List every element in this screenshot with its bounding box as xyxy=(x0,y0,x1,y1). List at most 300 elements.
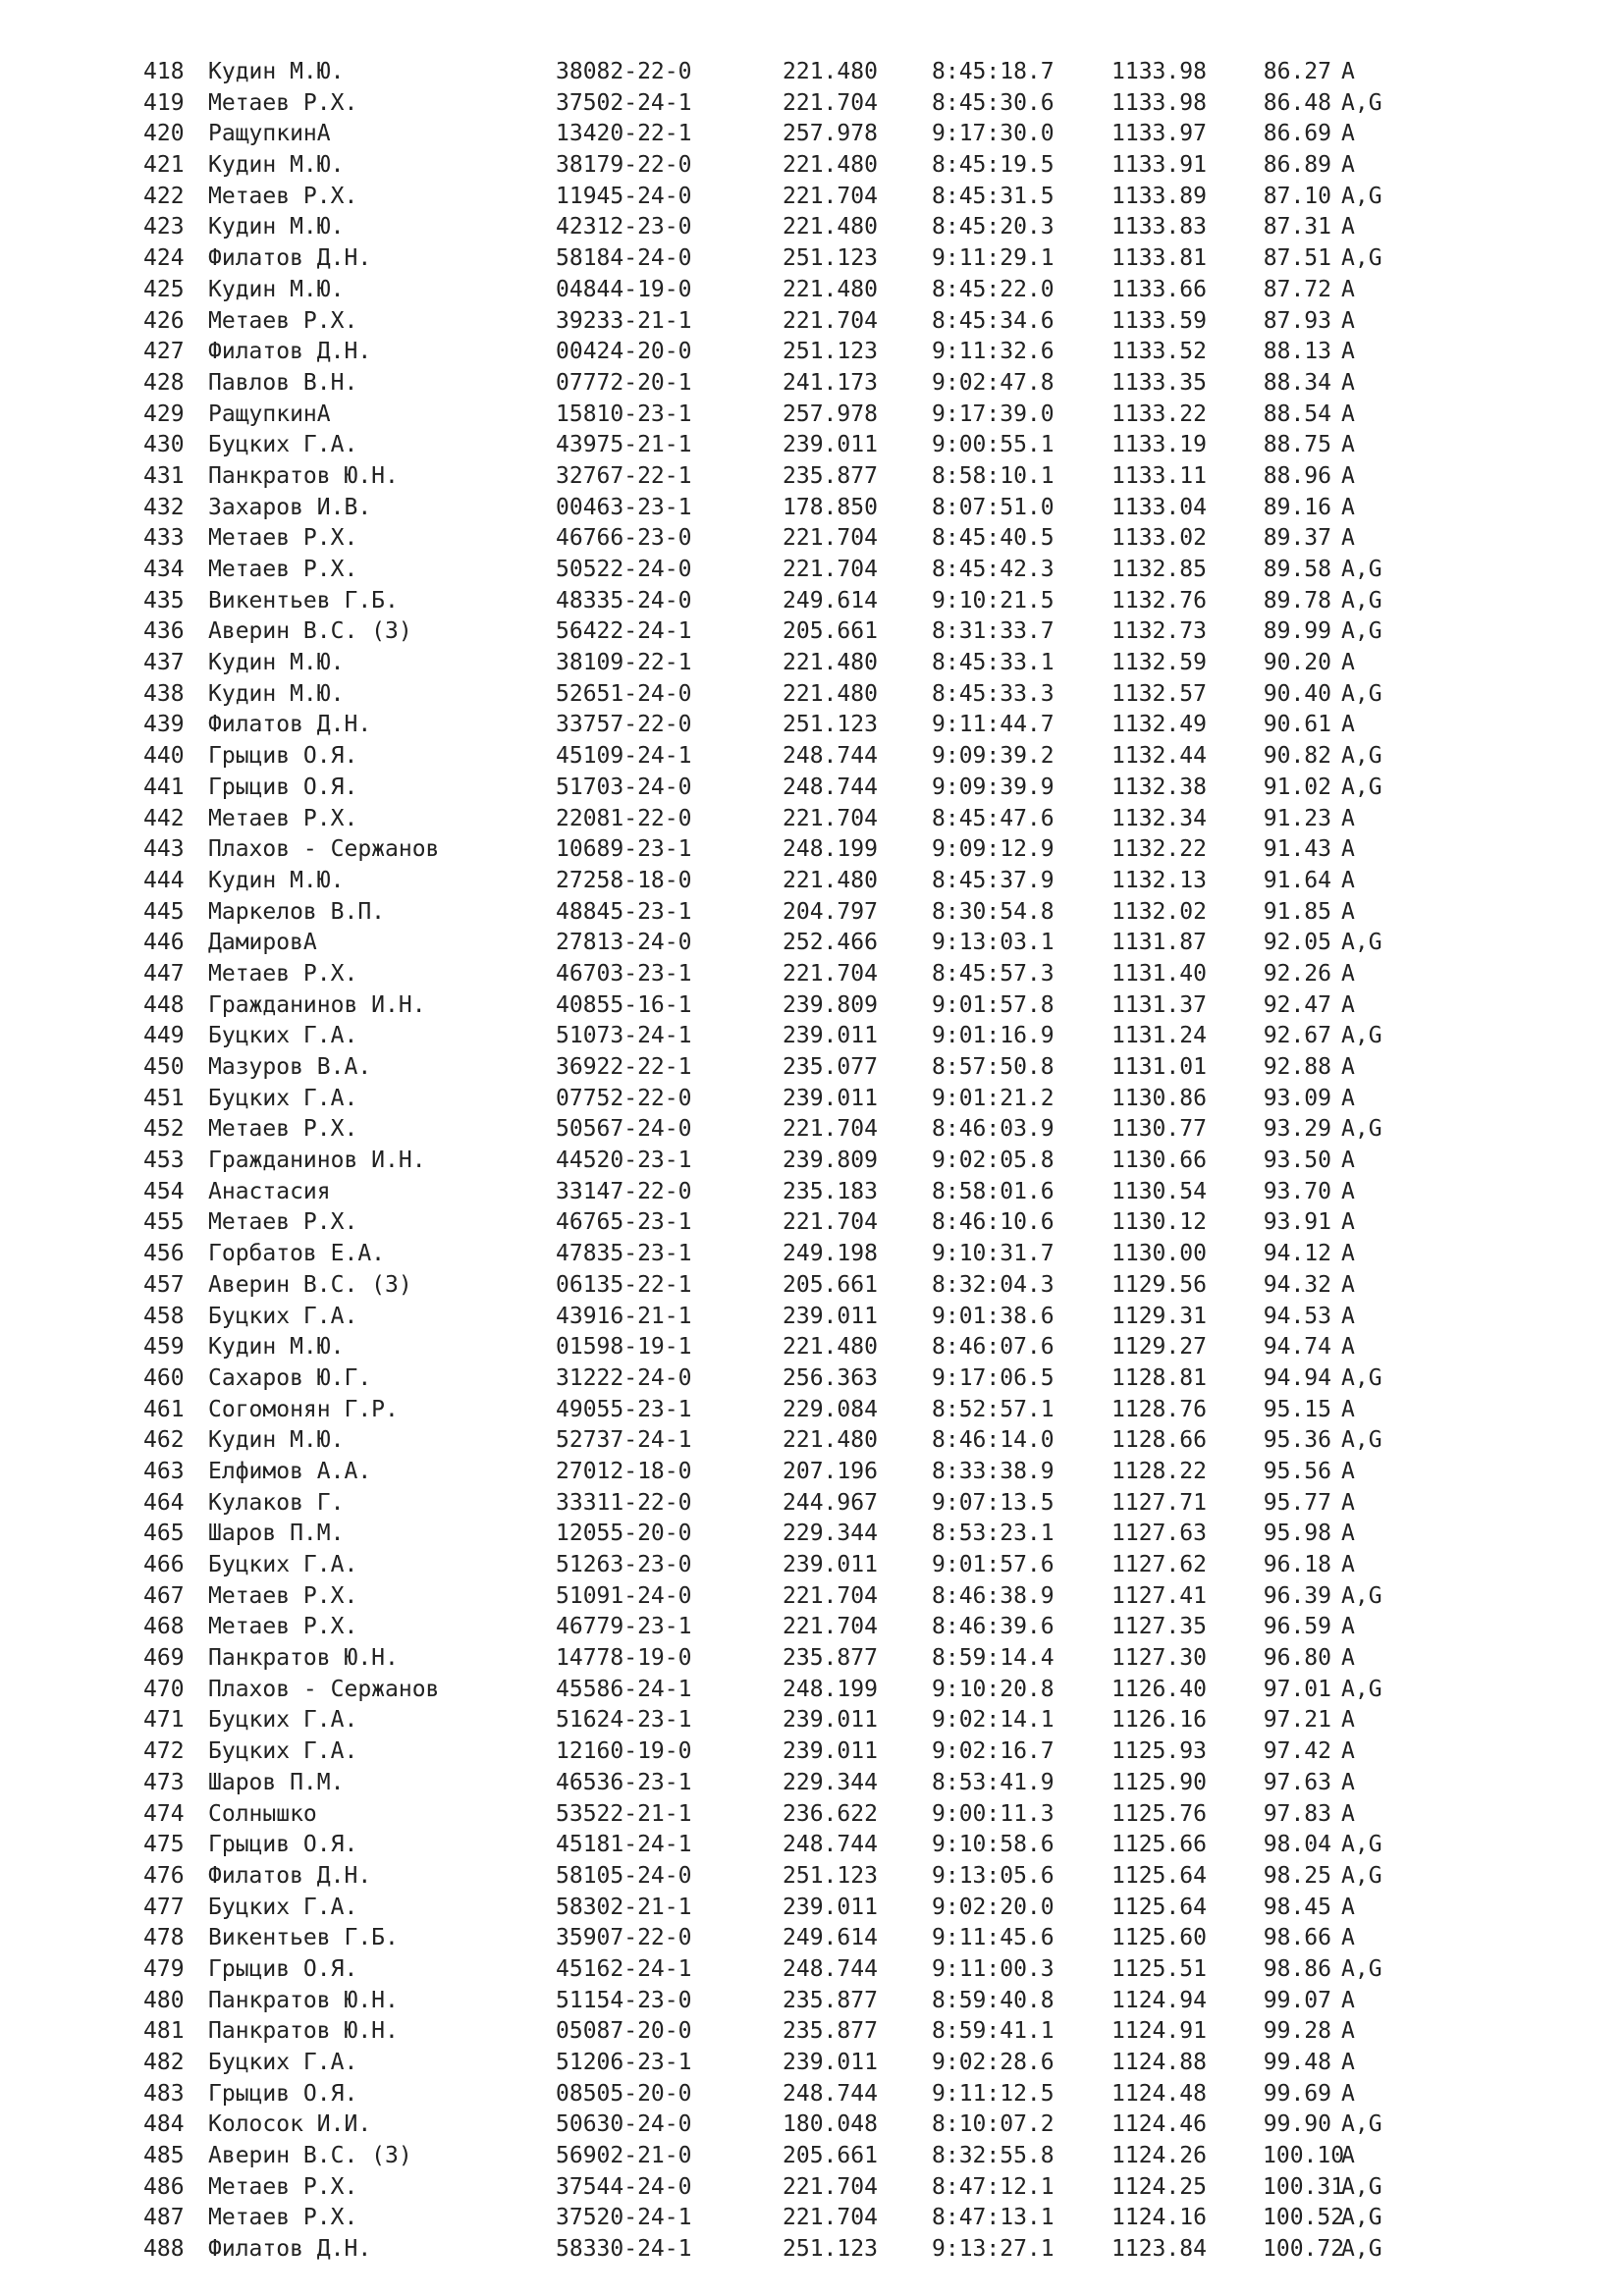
arrival-time-cell: 8:45:34.6 xyxy=(932,307,1055,334)
distance-cell: 239.809 xyxy=(783,1148,878,1174)
distance-cell: 251.123 xyxy=(783,339,878,365)
coefficient-cell: 91.23 xyxy=(1263,805,1331,831)
coefficient-cell: 92.47 xyxy=(1263,991,1331,1018)
distance-cell: 248.744 xyxy=(783,1832,878,1858)
rank-cell: 478 xyxy=(143,1925,185,1951)
coefficient-cell: 98.86 xyxy=(1263,1955,1331,1982)
rank-cell: 438 xyxy=(143,680,185,707)
fancier-name-cell: Буцких Г.А. xyxy=(208,2050,358,2075)
ring-number-cell: 32767-22-1 xyxy=(556,462,692,489)
table-row xyxy=(143,959,1518,990)
arrival-time-cell: 9:09:12.9 xyxy=(932,836,1055,863)
flags-cell: A xyxy=(1341,1271,1355,1298)
speed-cell: 1123.84 xyxy=(1111,2236,1207,2263)
ring-number-cell: 10689-23-1 xyxy=(556,836,692,863)
speed-cell: 1124.88 xyxy=(1111,2050,1207,2075)
rank-cell: 432 xyxy=(143,494,185,520)
flags-cell: A xyxy=(1341,1925,1355,1951)
table-row xyxy=(143,2234,1518,2266)
arrival-time-cell: 8:45:57.3 xyxy=(932,960,1055,987)
ring-number-cell: 44520-23-1 xyxy=(556,1148,692,1174)
arrival-time-cell: 9:11:29.1 xyxy=(932,245,1055,272)
fancier-name-cell: Филатов Д.Н. xyxy=(208,245,372,272)
arrival-time-cell: 9:13:27.1 xyxy=(932,2236,1055,2263)
table-row xyxy=(143,1052,1518,1084)
fancier-name-cell: Кудин М.Ю. xyxy=(208,650,345,676)
flags-cell: A xyxy=(1341,1521,1355,1547)
rank-cell: 441 xyxy=(143,774,185,800)
flags-cell: A,G xyxy=(1341,1862,1382,1889)
ring-number-cell: 38109-22-1 xyxy=(556,650,692,676)
rank-cell: 423 xyxy=(143,214,185,240)
fancier-name-cell: РащупкинА xyxy=(208,121,331,147)
ring-number-cell: 45162-24-1 xyxy=(556,1955,692,1982)
speed-cell: 1124.16 xyxy=(1111,2205,1207,2231)
arrival-time-cell: 9:11:44.7 xyxy=(932,712,1055,738)
table-row xyxy=(143,586,1518,617)
ring-number-cell: 52651-24-0 xyxy=(556,680,692,707)
coefficient-cell: 90.20 xyxy=(1263,650,1331,676)
coefficient-cell: 96.18 xyxy=(1263,1552,1331,1577)
flags-cell: A xyxy=(1341,1894,1355,1920)
flags-cell: A xyxy=(1341,214,1355,240)
table-row xyxy=(143,493,1518,524)
speed-cell: 1125.64 xyxy=(1111,1862,1207,1889)
flags-cell: A xyxy=(1341,1334,1355,1361)
coefficient-cell: 99.90 xyxy=(1263,2111,1331,2138)
fancier-name-cell: Метаев Р.Х. xyxy=(208,307,358,334)
rank-cell: 467 xyxy=(143,1582,185,1609)
speed-cell: 1133.02 xyxy=(1111,525,1207,552)
ring-number-cell: 35907-22-0 xyxy=(556,1925,692,1951)
ring-number-cell: 48845-23-1 xyxy=(556,898,692,925)
flags-cell: A xyxy=(1341,2018,1355,2045)
arrival-time-cell: 8:10:07.2 xyxy=(932,2111,1055,2138)
flags-cell: A xyxy=(1341,898,1355,925)
arrival-time-cell: 8:53:41.9 xyxy=(932,1769,1055,1795)
ring-number-cell: 36922-22-1 xyxy=(556,1054,692,1080)
coefficient-cell: 91.43 xyxy=(1263,836,1331,863)
ring-number-cell: 45586-24-1 xyxy=(556,1676,692,1702)
fancier-name-cell: ДамировА xyxy=(208,930,317,956)
flags-cell: A xyxy=(1341,1707,1355,1734)
table-row xyxy=(143,1705,1518,1736)
flags-cell: A xyxy=(1341,307,1355,334)
speed-cell: 1133.98 xyxy=(1111,59,1207,84)
arrival-time-cell: 8:57:50.8 xyxy=(932,1054,1055,1080)
rank-cell: 461 xyxy=(143,1396,185,1422)
arrival-time-cell: 8:58:10.1 xyxy=(932,462,1055,489)
ring-number-cell: 53522-21-1 xyxy=(556,1800,692,1827)
speed-cell: 1133.81 xyxy=(1111,245,1207,272)
coefficient-cell: 87.72 xyxy=(1263,276,1331,302)
ring-number-cell: 42312-23-0 xyxy=(556,214,692,240)
arrival-time-cell: 8:45:22.0 xyxy=(932,276,1055,302)
coefficient-cell: 98.66 xyxy=(1263,1925,1331,1951)
ring-number-cell: 51703-24-0 xyxy=(556,774,692,800)
rank-cell: 486 xyxy=(143,2173,185,2200)
ring-number-cell: 39233-21-1 xyxy=(556,307,692,334)
fancier-name-cell: Павлов В.Н. xyxy=(208,369,358,396)
arrival-time-cell: 8:45:18.7 xyxy=(932,59,1055,84)
distance-cell: 178.850 xyxy=(783,494,878,520)
flags-cell: A xyxy=(1341,1458,1355,1484)
coefficient-cell: 89.37 xyxy=(1263,525,1331,552)
ring-number-cell: 51154-23-0 xyxy=(556,1987,692,2013)
flags-cell: A xyxy=(1341,1209,1355,1236)
table-row xyxy=(143,1425,1518,1457)
rank-cell: 483 xyxy=(143,2080,185,2107)
coefficient-cell: 94.12 xyxy=(1263,1241,1331,1267)
rank-cell: 434 xyxy=(143,557,185,582)
arrival-time-cell: 9:11:32.6 xyxy=(932,339,1055,365)
distance-cell: 221.704 xyxy=(783,183,878,209)
coefficient-cell: 88.13 xyxy=(1263,339,1331,365)
distance-cell: 235.877 xyxy=(783,1987,878,2013)
coefficient-cell: 97.83 xyxy=(1263,1800,1331,1827)
flags-cell: A xyxy=(1341,1645,1355,1672)
rank-cell: 428 xyxy=(143,369,185,396)
arrival-time-cell: 9:07:13.5 xyxy=(932,1489,1055,1516)
coefficient-cell: 90.40 xyxy=(1263,680,1331,707)
fancier-name-cell: Горбатов Е.А. xyxy=(208,1241,386,1267)
table-row xyxy=(143,2048,1518,2079)
flags-cell: A xyxy=(1341,369,1355,396)
rank-cell: 449 xyxy=(143,1023,185,1049)
fancier-name-cell: Викентьев Г.Б. xyxy=(208,1925,399,1951)
table-row xyxy=(143,834,1518,866)
coefficient-cell: 96.39 xyxy=(1263,1582,1331,1609)
arrival-time-cell: 9:13:05.6 xyxy=(932,1862,1055,1889)
distance-cell: 235.077 xyxy=(783,1054,878,1080)
coefficient-cell: 91.02 xyxy=(1263,774,1331,800)
table-row xyxy=(143,2079,1518,2110)
fancier-name-cell: Метаев Р.Х. xyxy=(208,1209,358,1236)
rank-cell: 472 xyxy=(143,1738,185,1765)
rank-cell: 436 xyxy=(143,618,185,645)
flags-cell: A,G xyxy=(1341,557,1382,582)
table-row xyxy=(143,1488,1518,1520)
distance-cell: 229.344 xyxy=(783,1769,878,1795)
arrival-time-cell: 8:52:57.1 xyxy=(932,1396,1055,1422)
rank-cell: 429 xyxy=(143,400,185,427)
table-row xyxy=(143,368,1518,400)
speed-cell: 1124.91 xyxy=(1111,2018,1207,2045)
coefficient-cell: 87.93 xyxy=(1263,307,1331,334)
flags-cell: A,G xyxy=(1341,1427,1382,1454)
ring-number-cell: 46779-23-1 xyxy=(556,1614,692,1640)
speed-cell: 1131.87 xyxy=(1111,930,1207,956)
distance-cell: 221.704 xyxy=(783,1116,878,1143)
distance-cell: 239.011 xyxy=(783,432,878,458)
flags-cell: A,G xyxy=(1341,2236,1382,2263)
fancier-name-cell: Панкратов Ю.Н. xyxy=(208,462,399,489)
rank-cell: 475 xyxy=(143,1832,185,1858)
coefficient-cell: 97.21 xyxy=(1263,1707,1331,1734)
ring-number-cell: 05087-20-0 xyxy=(556,2018,692,2045)
fancier-name-cell: Аверин В.С. (З) xyxy=(208,1271,412,1298)
speed-cell: 1127.35 xyxy=(1111,1614,1207,1640)
ring-number-cell: 33757-22-0 xyxy=(556,712,692,738)
flags-cell: A,G xyxy=(1341,774,1382,800)
ring-number-cell: 43975-21-1 xyxy=(556,432,692,458)
distance-cell: 257.978 xyxy=(783,400,878,427)
speed-cell: 1133.59 xyxy=(1111,307,1207,334)
fancier-name-cell: Панкратов Ю.Н. xyxy=(208,2018,399,2045)
rank-cell: 455 xyxy=(143,1209,185,1236)
arrival-time-cell: 9:00:11.3 xyxy=(932,1800,1055,1827)
fancier-name-cell: Панкратов Ю.Н. xyxy=(208,1987,399,2013)
ring-number-cell: 14778-19-0 xyxy=(556,1645,692,1672)
speed-cell: 1125.76 xyxy=(1111,1800,1207,1827)
speed-cell: 1130.66 xyxy=(1111,1148,1207,1174)
fancier-name-cell: Грыцив О.Я. xyxy=(208,1832,358,1858)
coefficient-cell: 95.15 xyxy=(1263,1396,1331,1422)
table-row xyxy=(143,275,1518,306)
arrival-time-cell: 9:01:57.8 xyxy=(932,991,1055,1018)
flags-cell: A xyxy=(1341,1614,1355,1640)
speed-cell: 1128.81 xyxy=(1111,1364,1207,1391)
arrival-time-cell: 9:11:00.3 xyxy=(932,1955,1055,1982)
rank-cell: 471 xyxy=(143,1707,185,1734)
fancier-name-cell: Кудин М.Ю. xyxy=(208,214,345,240)
flags-cell: A xyxy=(1341,1148,1355,1174)
fancier-name-cell: Филатов Д.Н. xyxy=(208,339,372,365)
arrival-time-cell: 8:45:33.1 xyxy=(932,650,1055,676)
speed-cell: 1128.22 xyxy=(1111,1458,1207,1484)
table-row xyxy=(143,1114,1518,1146)
distance-cell: 235.183 xyxy=(783,1178,878,1204)
flags-cell: A xyxy=(1341,1552,1355,1577)
distance-cell: 251.123 xyxy=(783,712,878,738)
table-row xyxy=(143,1021,1518,1052)
distance-cell: 221.704 xyxy=(783,89,878,116)
fancier-name-cell: Буцких Г.А. xyxy=(208,1085,358,1111)
arrival-time-cell: 8:46:10.6 xyxy=(932,1209,1055,1236)
coefficient-cell: 95.77 xyxy=(1263,1489,1331,1516)
ring-number-cell: 58184-24-0 xyxy=(556,245,692,272)
coefficient-cell: 99.48 xyxy=(1263,2050,1331,2075)
arrival-time-cell: 9:17:06.5 xyxy=(932,1364,1055,1391)
arrival-time-cell: 9:10:20.8 xyxy=(932,1676,1055,1702)
distance-cell: 244.967 xyxy=(783,1489,878,1516)
rank-cell: 418 xyxy=(143,59,185,84)
table-row xyxy=(143,461,1518,493)
ring-number-cell: 33311-22-0 xyxy=(556,1489,692,1516)
distance-cell: 221.480 xyxy=(783,214,878,240)
rank-cell: 470 xyxy=(143,1676,185,1702)
arrival-time-cell: 8:46:14.0 xyxy=(932,1427,1055,1454)
distance-cell: 248.744 xyxy=(783,1955,878,1982)
ring-number-cell: 27012-18-0 xyxy=(556,1458,692,1484)
flags-cell: A xyxy=(1341,960,1355,987)
arrival-time-cell: 8:45:20.3 xyxy=(932,214,1055,240)
arrival-time-cell: 8:47:13.1 xyxy=(932,2205,1055,2231)
table-row xyxy=(143,1581,1518,1613)
ring-number-cell: 46703-23-1 xyxy=(556,960,692,987)
speed-cell: 1132.13 xyxy=(1111,867,1207,893)
fancier-name-cell: Кудин М.Ю. xyxy=(208,152,345,179)
coefficient-cell: 92.88 xyxy=(1263,1054,1331,1080)
flags-cell: A xyxy=(1341,805,1355,831)
flags-cell: A,G xyxy=(1341,1676,1382,1702)
coefficient-cell: 93.91 xyxy=(1263,1209,1331,1236)
arrival-time-cell: 9:10:21.5 xyxy=(932,587,1055,614)
distance-cell: 248.199 xyxy=(783,1676,878,1702)
arrival-time-cell: 9:02:14.1 xyxy=(932,1707,1055,1734)
table-row xyxy=(143,1177,1518,1208)
ring-number-cell: 56422-24-1 xyxy=(556,618,692,645)
fancier-name-cell: Анастасия xyxy=(208,1178,331,1204)
coefficient-cell: 99.28 xyxy=(1263,2018,1331,2045)
speed-cell: 1130.12 xyxy=(1111,1209,1207,1236)
coefficient-cell: 89.16 xyxy=(1263,494,1331,520)
speed-cell: 1130.77 xyxy=(1111,1116,1207,1143)
table-row xyxy=(143,710,1518,741)
coefficient-cell: 89.58 xyxy=(1263,557,1331,582)
speed-cell: 1132.59 xyxy=(1111,650,1207,676)
coefficient-cell: 97.63 xyxy=(1263,1769,1331,1795)
rank-cell: 442 xyxy=(143,805,185,831)
coefficient-cell: 95.98 xyxy=(1263,1521,1331,1547)
fancier-name-cell: Кулаков Г. xyxy=(208,1489,345,1516)
arrival-time-cell: 9:02:05.8 xyxy=(932,1148,1055,1174)
flags-cell: A xyxy=(1341,1489,1355,1516)
fancier-name-cell: Шаров П.М. xyxy=(208,1521,345,1547)
fancier-name-cell: Метаев Р.Х. xyxy=(208,525,358,552)
table-row xyxy=(143,88,1518,120)
rank-cell: 433 xyxy=(143,525,185,552)
speed-cell: 1130.00 xyxy=(1111,1241,1207,1267)
arrival-time-cell: 8:30:54.8 xyxy=(932,898,1055,925)
arrival-time-cell: 9:00:55.1 xyxy=(932,432,1055,458)
table-row xyxy=(143,1457,1518,1488)
arrival-time-cell: 9:10:31.7 xyxy=(932,1241,1055,1267)
flags-cell: A xyxy=(1341,712,1355,738)
arrival-time-cell: 9:02:28.6 xyxy=(932,2050,1055,2075)
rank-cell: 482 xyxy=(143,2050,185,2075)
rank-cell: 453 xyxy=(143,1148,185,1174)
arrival-time-cell: 9:01:38.6 xyxy=(932,1303,1055,1329)
ring-number-cell: 46766-23-0 xyxy=(556,525,692,552)
distance-cell: 221.704 xyxy=(783,1614,878,1640)
flags-cell: A xyxy=(1341,2143,1355,2169)
flags-cell: A xyxy=(1341,867,1355,893)
speed-cell: 1133.04 xyxy=(1111,494,1207,520)
distance-cell: 235.877 xyxy=(783,462,878,489)
coefficient-cell: 86.69 xyxy=(1263,121,1331,147)
fancier-name-cell: Гражданинов И.Н. xyxy=(208,991,426,1018)
fancier-name-cell: Метаев Р.Х. xyxy=(208,2173,358,2200)
rank-cell: 487 xyxy=(143,2205,185,2231)
rank-cell: 452 xyxy=(143,1116,185,1143)
coefficient-cell: 96.80 xyxy=(1263,1645,1331,1672)
speed-cell: 1132.38 xyxy=(1111,774,1207,800)
arrival-time-cell: 8:46:38.9 xyxy=(932,1582,1055,1609)
table-row xyxy=(143,1519,1518,1550)
speed-cell: 1127.62 xyxy=(1111,1552,1207,1577)
distance-cell: 204.797 xyxy=(783,898,878,925)
speed-cell: 1133.97 xyxy=(1111,121,1207,147)
flags-cell: A xyxy=(1341,1738,1355,1765)
ring-number-cell: 51624-23-1 xyxy=(556,1707,692,1734)
coefficient-cell: 90.61 xyxy=(1263,712,1331,738)
table-row xyxy=(143,1736,1518,1768)
coefficient-cell: 93.29 xyxy=(1263,1116,1331,1143)
speed-cell: 1125.60 xyxy=(1111,1925,1207,1951)
ring-number-cell: 51073-24-1 xyxy=(556,1023,692,1049)
rank-cell: 421 xyxy=(143,152,185,179)
distance-cell: 221.704 xyxy=(783,307,878,334)
table-row xyxy=(143,430,1518,461)
ring-number-cell: 12055-20-0 xyxy=(556,1521,692,1547)
speed-cell: 1132.02 xyxy=(1111,898,1207,925)
arrival-time-cell: 9:01:21.2 xyxy=(932,1085,1055,1111)
coefficient-cell: 94.94 xyxy=(1263,1364,1331,1391)
coefficient-cell: 88.96 xyxy=(1263,462,1331,489)
rank-cell: 456 xyxy=(143,1241,185,1267)
ring-number-cell: 27813-24-0 xyxy=(556,930,692,956)
distance-cell: 239.011 xyxy=(783,1303,878,1329)
flags-cell: A xyxy=(1341,1769,1355,1795)
table-row xyxy=(143,1363,1518,1395)
distance-cell: 241.173 xyxy=(783,369,878,396)
flags-cell: A xyxy=(1341,339,1355,365)
fancier-name-cell: Метаев Р.Х. xyxy=(208,960,358,987)
fancier-name-cell: РащупкинА xyxy=(208,400,331,427)
speed-cell: 1125.90 xyxy=(1111,1769,1207,1795)
rank-cell: 474 xyxy=(143,1800,185,1827)
speed-cell: 1132.73 xyxy=(1111,618,1207,645)
speed-cell: 1133.19 xyxy=(1111,432,1207,458)
coefficient-cell: 90.82 xyxy=(1263,743,1331,770)
rank-cell: 457 xyxy=(143,1271,185,1298)
arrival-time-cell: 9:11:45.6 xyxy=(932,1925,1055,1951)
distance-cell: 229.344 xyxy=(783,1521,878,1547)
coefficient-cell: 92.05 xyxy=(1263,930,1331,956)
rank-cell: 446 xyxy=(143,930,185,956)
ring-number-cell: 00463-23-1 xyxy=(556,494,692,520)
ring-number-cell: 51263-23-0 xyxy=(556,1552,692,1577)
speed-cell: 1126.40 xyxy=(1111,1676,1207,1702)
arrival-time-cell: 8:59:41.1 xyxy=(932,2018,1055,2045)
ring-number-cell: 07752-22-0 xyxy=(556,1085,692,1111)
flags-cell: A xyxy=(1341,152,1355,179)
table-row xyxy=(143,2203,1518,2234)
table-row xyxy=(143,306,1518,338)
distance-cell: 235.877 xyxy=(783,1645,878,1672)
speed-cell: 1133.89 xyxy=(1111,183,1207,209)
ring-number-cell: 45109-24-1 xyxy=(556,743,692,770)
speed-cell: 1130.54 xyxy=(1111,1178,1207,1204)
flags-cell: A,G xyxy=(1341,89,1382,116)
arrival-time-cell: 8:47:12.1 xyxy=(932,2173,1055,2200)
rank-cell: 464 xyxy=(143,1489,185,1516)
coefficient-cell: 86.89 xyxy=(1263,152,1331,179)
coefficient-cell: 87.10 xyxy=(1263,183,1331,209)
rank-cell: 450 xyxy=(143,1054,185,1080)
rank-cell: 439 xyxy=(143,712,185,738)
coefficient-cell: 95.36 xyxy=(1263,1427,1331,1454)
table-row xyxy=(143,1612,1518,1643)
fancier-name-cell: Гражданинов И.Н. xyxy=(208,1148,426,1174)
fancier-name-cell: Метаев Р.Х. xyxy=(208,1582,358,1609)
distance-cell: 239.011 xyxy=(783,1085,878,1111)
fancier-name-cell: Плахов - Сержанов xyxy=(208,836,440,863)
ring-number-cell: 01598-19-1 xyxy=(556,1334,692,1361)
arrival-time-cell: 8:07:51.0 xyxy=(932,494,1055,520)
speed-cell: 1124.26 xyxy=(1111,2143,1207,2169)
